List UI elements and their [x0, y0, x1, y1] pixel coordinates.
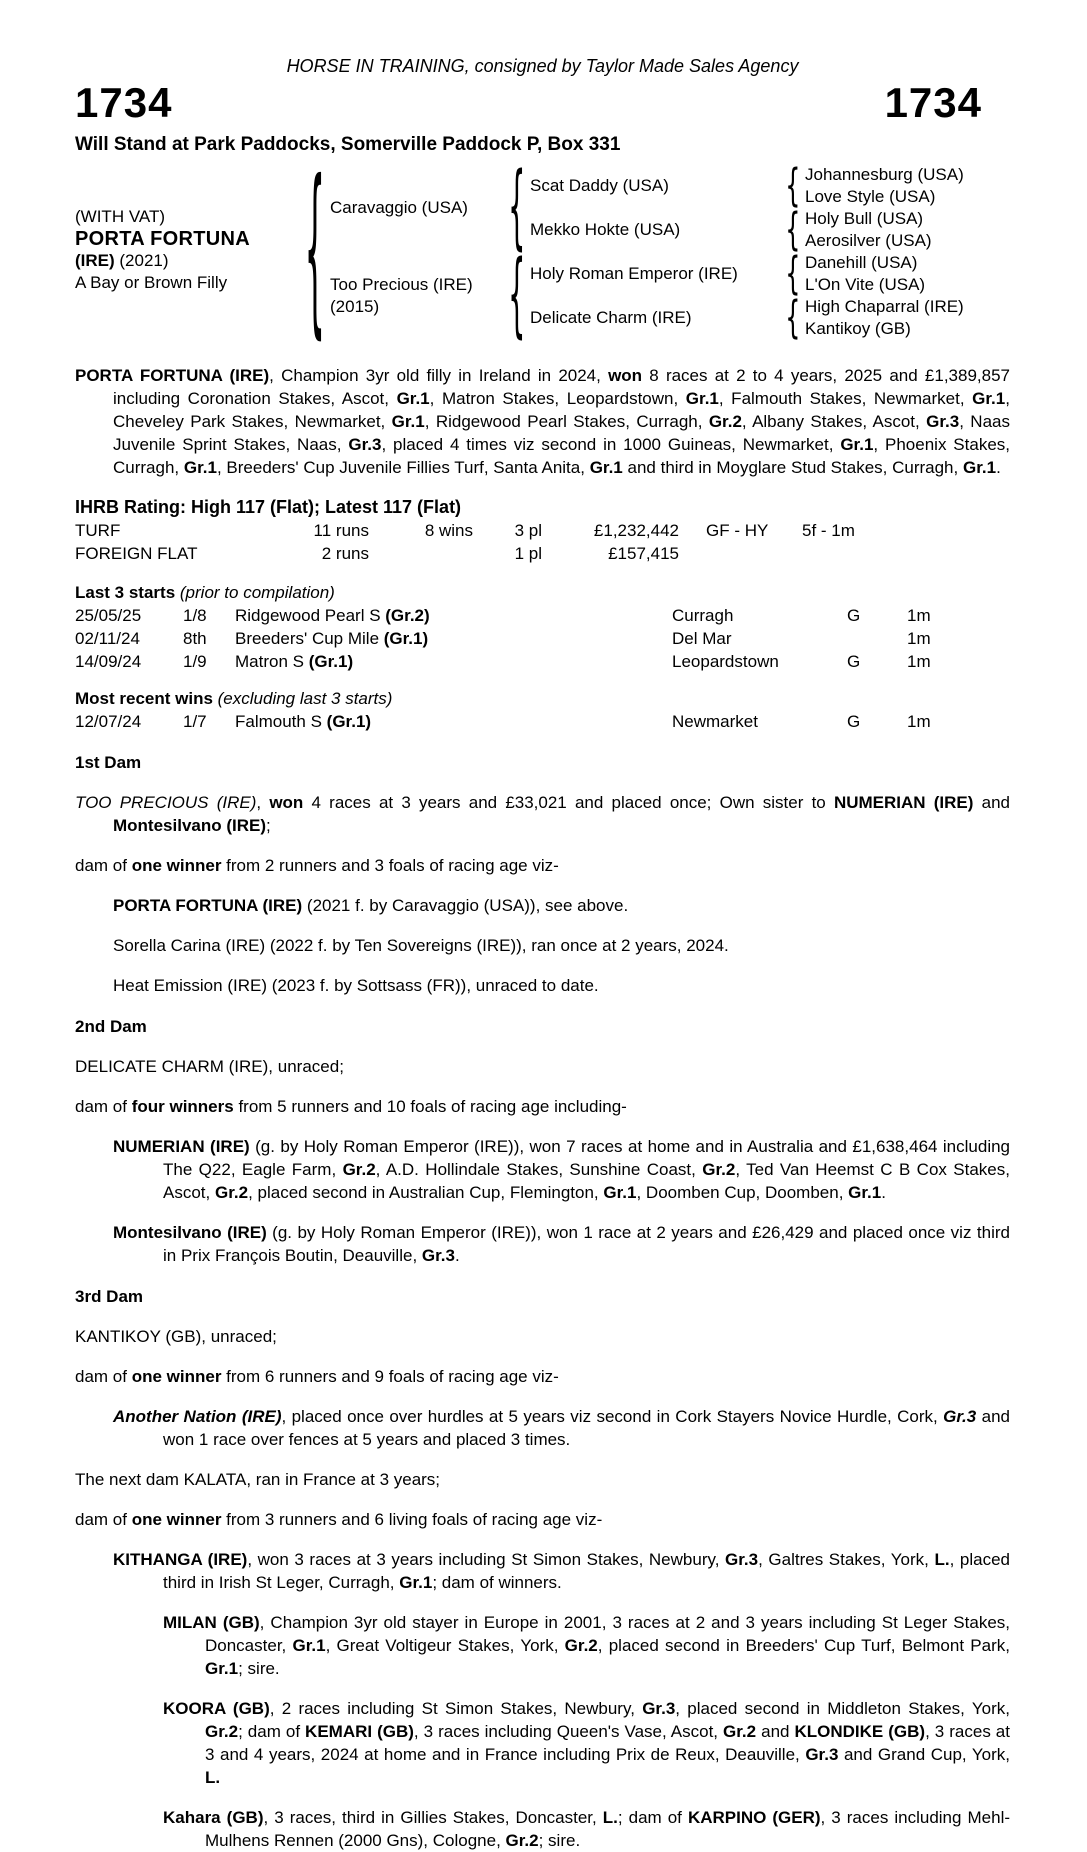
produce-record: Another Nation (IRE), placed once over hurdles at 5 years viz second in Cork Stayers Novice Hurdle, Cork, Gr.3 and won 1 race over fences at 5 years and placed 3 times. [113, 1407, 1011, 1449]
next-dam-section [75, 1468, 1010, 1852]
dam-name: Too Precious (IRE) (2015) [330, 275, 473, 316]
dam-description: The next dam KALATA, ran in France at 3 years; [75, 1470, 441, 1489]
section-heading: 1st Dam [75, 753, 142, 772]
race-distance: 1m [907, 652, 931, 671]
produce-record: KOORA (GB), 2 races including St Simon Stakes, Newbury, Gr.3, placed second in Middleton Stakes, York, Gr.2; dam of KEMARI (GB), 3 races including Queen's Vase, Ascot, Gr.2 and KLONDIKE (GB), 3 races at 3 and 4 years, 2024 at home and in France including Prix de Reux, Deauville, Gr.3 and Grand Cup, York, L. [163, 1699, 1010, 1787]
produce-record: Kahara (GB), 3 races, third in Gillies Stakes, Doncaster, L.; dam of KARPINO (GER), 3 races including Mehl-Mulhens Rennen (2000 Gns), Cologne, Gr.2; sire. [163, 1808, 1011, 1850]
race-distance: 1m [907, 606, 931, 625]
race-date: 12/07/24 [75, 712, 142, 731]
going-range [679, 542, 802, 565]
race-row [75, 604, 1010, 627]
runs-value: 11 runs [313, 521, 369, 540]
horse-name: PORTA FORTUNA [75, 228, 250, 250]
dam-sire-name: Holy Roman Emperor (IRE) [530, 264, 738, 283]
earnings-value: £157,415 [608, 544, 679, 563]
produce-record: NUMERIAN (IRE) (g. by Holy Roman Emperor (IRE)), won 7 races at home and in Australia and £1,638,464 including The Q22, Eagle Farm, Gr.2, A.D. Hollindale Stakes, Sunshine Coast, Gr.2, Ted Van Heemst C B Cox Stakes, Ascot, Gr.2, placed second in Australian Cup, Flemington, Gr.1, Doomben Cup, Doomben, Gr.1. [113, 1137, 1011, 1202]
sire-name: Caravaggio (USA) [330, 198, 468, 217]
race-distance: 1m [907, 629, 931, 648]
second-dam-section [75, 1015, 1010, 1267]
horse-origin-year: (IRE) (2021) [75, 251, 169, 270]
most-recent-wins-heading: Most recent wins (excluding last 3 starts) [75, 689, 393, 708]
race-date: 25/05/25 [75, 606, 142, 625]
earnings-value: £1,232,442 [593, 521, 679, 540]
produce-record: KITHANGA (IRE), won 3 races at 3 years including St Simon Stakes, Newbury, Gr.3, Galtres Stakes, York, L., placed third in Irish St Leger, Curragh, Gr.1; dam of winners. [113, 1550, 1010, 1592]
race-position: 8th [183, 629, 207, 648]
great-granddam-name: Aerosilver (USA) [805, 231, 932, 250]
great-grandsire-name: Holy Bull (USA) [805, 209, 924, 228]
dam-produce-summary: dam of four winners from 5 runners and 10 foals of racing age including- [75, 1097, 627, 1116]
dam-description: TOO PRECIOUS (IRE), won 4 races at 3 years and £33,021 and placed once; Own sister to NUMERIAN (IRE) and Montesilvano (IRE); [75, 793, 1011, 835]
great-grandsire-name: High Chaparral (IRE) [805, 297, 964, 316]
race-name: Falmouth S (Gr.1) [235, 712, 372, 731]
race-date: 14/09/24 [75, 652, 142, 671]
wins-value [369, 542, 473, 565]
race-position: 1/7 [183, 712, 207, 731]
horse-description: A Bay or Brown Filly [75, 273, 228, 292]
produce-record: MILAN (GB), Champion 3yr old stayer in Europe in 2001, 3 races at 2 and 3 years including St Leger Stakes, Doncaster, Gr.1, Great Voltigeur Stakes, York, Gr.2, placed second in Breeders' Cup Turf, Belmont Park, Gr.1; sire. [163, 1613, 1010, 1678]
lot-number-left: 1734 [75, 79, 173, 126]
race-date: 02/11/24 [75, 629, 140, 648]
produce-record: Sorella Carina (IRE) (2022 f. by Ten Sovereigns (IRE)), ran once at 2 years, 2024. [113, 936, 729, 955]
wins-value: 8 wins [424, 521, 473, 540]
race-going [847, 627, 907, 650]
going-range: GF - HY [706, 521, 769, 540]
lot-number-row [75, 79, 1010, 126]
brace-glyph: { [507, 154, 526, 262]
last-3-starts-heading: Last 3 starts (prior to compilation) [75, 583, 335, 602]
sire-dam-name: Mekko Hokte (USA) [530, 220, 681, 239]
great-grandsire-name: Danehill (USA) [805, 253, 918, 272]
ihrb-row-foreign-flat [75, 542, 1010, 565]
race-venue: Leopardstown [672, 652, 779, 671]
brace-glyph: { [507, 242, 526, 350]
brace-glyph: { [784, 292, 801, 344]
race-going: G [847, 652, 861, 671]
ihrb-row-turf [75, 519, 1010, 542]
last-3-starts-section [75, 581, 1010, 673]
race-name: Breeders' Cup Mile (Gr.1) [235, 629, 429, 648]
race-venue: Newmarket [672, 712, 758, 731]
dam-dam-name: Delicate Charm (IRE) [530, 308, 692, 327]
consignment-title: HORSE IN TRAINING, consigned by Taylor Made Sales Agency [286, 56, 799, 76]
race-venue: Del Mar [672, 629, 732, 648]
brace-glyph: { [784, 160, 801, 212]
brace-glyph: { [784, 204, 801, 256]
dam-produce-summary: dam of one winner from 2 runners and 3 foals of racing age viz- [75, 856, 559, 875]
surface-label: TURF [75, 521, 121, 540]
brace-glyph: { [784, 248, 801, 300]
produce-record: PORTA FORTUNA (IRE) (2021 f. by Caravaggio (USA)), see above. [113, 896, 629, 915]
dam-description: KANTIKOY (GB), unraced; [75, 1327, 277, 1346]
race-name: Ridgewood Pearl S (Gr.2) [235, 606, 430, 625]
placed-value: 1 pl [514, 544, 542, 563]
stand-location: Will Stand at Park Paddocks, Somerville Paddock P, Box 331 [75, 134, 621, 155]
third-dam-section [75, 1285, 1010, 1451]
produce-record: Heat Emission (IRE) (2023 f. by Sottsass (FR)), unraced to date. [113, 976, 599, 995]
lot-number-right: 1734 [884, 79, 982, 126]
ihrb-rating-heading: IHRB Rating: High 117 (Flat); Latest 117 (Flat) [75, 497, 462, 517]
race-position: 1/9 [183, 652, 207, 671]
race-name: Matron S (Gr.1) [235, 652, 354, 671]
race-row [75, 710, 1010, 733]
race-position: 1/8 [183, 606, 207, 625]
dam-description: DELICATE CHARM (IRE), unraced; [75, 1057, 344, 1076]
race-distance: 1m [907, 712, 931, 731]
great-granddam-name: Kantikoy (GB) [805, 319, 911, 338]
race-going: G [847, 712, 861, 731]
ihrb-rating-section [75, 496, 1010, 565]
great-granddam-name: Love Style (USA) [805, 187, 936, 206]
surface-label: FOREIGN FLAT [75, 544, 198, 563]
first-dam-section [75, 751, 1010, 997]
produce-record: Montesilvano (IRE) (g. by Holy Roman Emperor (IRE)), won 1 race at 2 years and £26,429 and placed once viz third in Prix François Boutin, Deauville, Gr.3. [113, 1223, 1010, 1265]
runs-value: 2 runs [321, 544, 369, 563]
race-venue: Curragh [672, 606, 734, 625]
placed-value: 3 pl [514, 521, 542, 540]
dam-produce-summary: dam of one winner from 6 runners and 9 foals of racing age viz- [75, 1367, 559, 1386]
sire-sire-name: Scat Daddy (USA) [530, 176, 669, 195]
great-grandsire-name: Johannesburg (USA) [805, 165, 964, 184]
section-heading: 3rd Dam [75, 1287, 144, 1306]
section-heading: 2nd Dam [75, 1017, 147, 1036]
distance-range [802, 542, 1010, 565]
race-row [75, 650, 1010, 673]
race-going: G [847, 606, 861, 625]
race-record-paragraph: PORTA FORTUNA (IRE), Champion 3yr old filly in Ireland in 2024, won 8 races at 2 to 4 years, 2025 and £1,389,857 including Coronation Stakes, Ascot, Gr.1, Matron Stakes, Leopardstown, Gr.1, Falmouth Stakes, Newmarket, Gr.1, Cheveley Park Stakes, Newmarket, Gr.1, Ridgewood Pearl Stakes, Curragh, Gr.2, Albany Stakes, Ascot, Gr.3, Naas Juvenile Sprint Stakes, Naas, Gr.3, placed 4 times viz second in 1000 Guineas, Newmarket, Gr.1, Phoenix Stakes, Curragh, Gr.1, Breeders' Cup Juvenile Fillies Turf, Santa Anita, Gr.1 and third in Moyglare Stud Stakes, Curragh, Gr.1. [75, 366, 1010, 477]
vat-note: (WITH VAT) [75, 207, 166, 226]
distance-range: 5f - 1m [802, 521, 855, 540]
most-recent-wins-section [75, 687, 1010, 733]
dam-produce-summary: dam of one winner from 3 runners and 6 living foals of racing age viz- [75, 1510, 603, 1529]
great-granddam-name: L'On Vite (USA) [805, 275, 926, 294]
race-row [75, 627, 1010, 650]
dam-year: (2015) [330, 297, 380, 316]
brace-glyph: { [304, 144, 326, 360]
horse-info [75, 164, 300, 340]
